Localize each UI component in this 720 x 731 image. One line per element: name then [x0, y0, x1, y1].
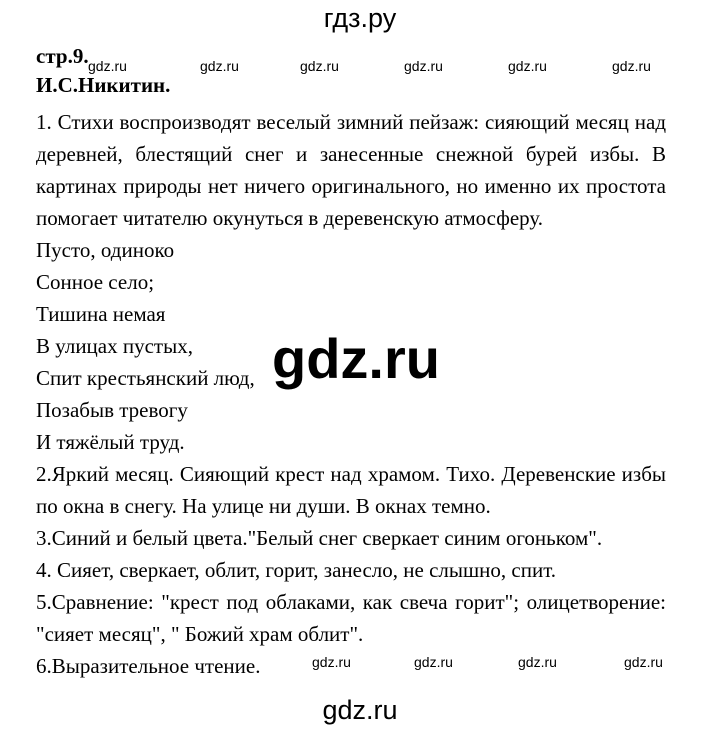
author-heading: И.С.Никитин.: [36, 73, 171, 97]
answer-1: 1. Стихи воспроизводят веселый зимний пейзаж: сияющий месяц над деревней, блестящий снег и занесенные снежной бурей избы. В картинах природы нет ничего оригинального, но именно их простота помогает читателю окунуться в деревенскую атмосферу.: [36, 110, 666, 230]
watermark: gdz.ru: [612, 58, 651, 74]
poem-line: Спит крестьянский люд,: [36, 366, 255, 390]
watermark-large: gdz.ru: [268, 327, 444, 391]
answer-6: 6.Выразительное чтение.: [36, 654, 261, 678]
watermark: gdz.ru: [200, 58, 239, 74]
watermark: gdz.ru: [88, 58, 127, 74]
poem-line: Пусто, одиноко: [36, 238, 175, 262]
answer-4: 4. Сияет, сверкает, облит, горит, занесло, не слышно, спит.: [36, 558, 557, 582]
watermark: gdz.ru: [414, 654, 453, 670]
poem-line: Тишина немая: [36, 302, 166, 326]
watermark: gdz.ru: [300, 58, 339, 74]
watermark: gdz.ru: [624, 654, 663, 670]
answer-3: 3.Синий и белый цвета."Белый снег сверкает синим огоньком".: [36, 526, 603, 550]
watermark: gdz.ru: [312, 654, 351, 670]
poem-line: Сонное село;: [36, 270, 155, 294]
watermark: gdz.ru: [508, 58, 547, 74]
poem-line: Позабыв тревогу: [36, 398, 188, 422]
answer-2: 2.Яркий месяц. Сияющий крест над храмом. Тихо. Деревенские избы по окна в снегу. На улице ни души. В окнах темно.: [36, 462, 666, 518]
watermark: gdz.ru: [518, 654, 557, 670]
page-reference: стр.9.: [36, 44, 89, 68]
answer-body: [36, 106, 666, 682]
poem-line: В улицах пустых,: [36, 334, 193, 358]
site-header-title: гдз.ру: [323, 3, 397, 33]
poem-line: И тяжёлый труд.: [36, 430, 185, 454]
watermark: gdz.ru: [404, 58, 443, 74]
site-footer-watermark: gdz.ru: [322, 695, 398, 725]
answer-5: 5.Сравнение: "крест под облаками, как свеча горит"; олицетворение: "сияет месяц", " Божий храм облит".: [36, 590, 666, 646]
